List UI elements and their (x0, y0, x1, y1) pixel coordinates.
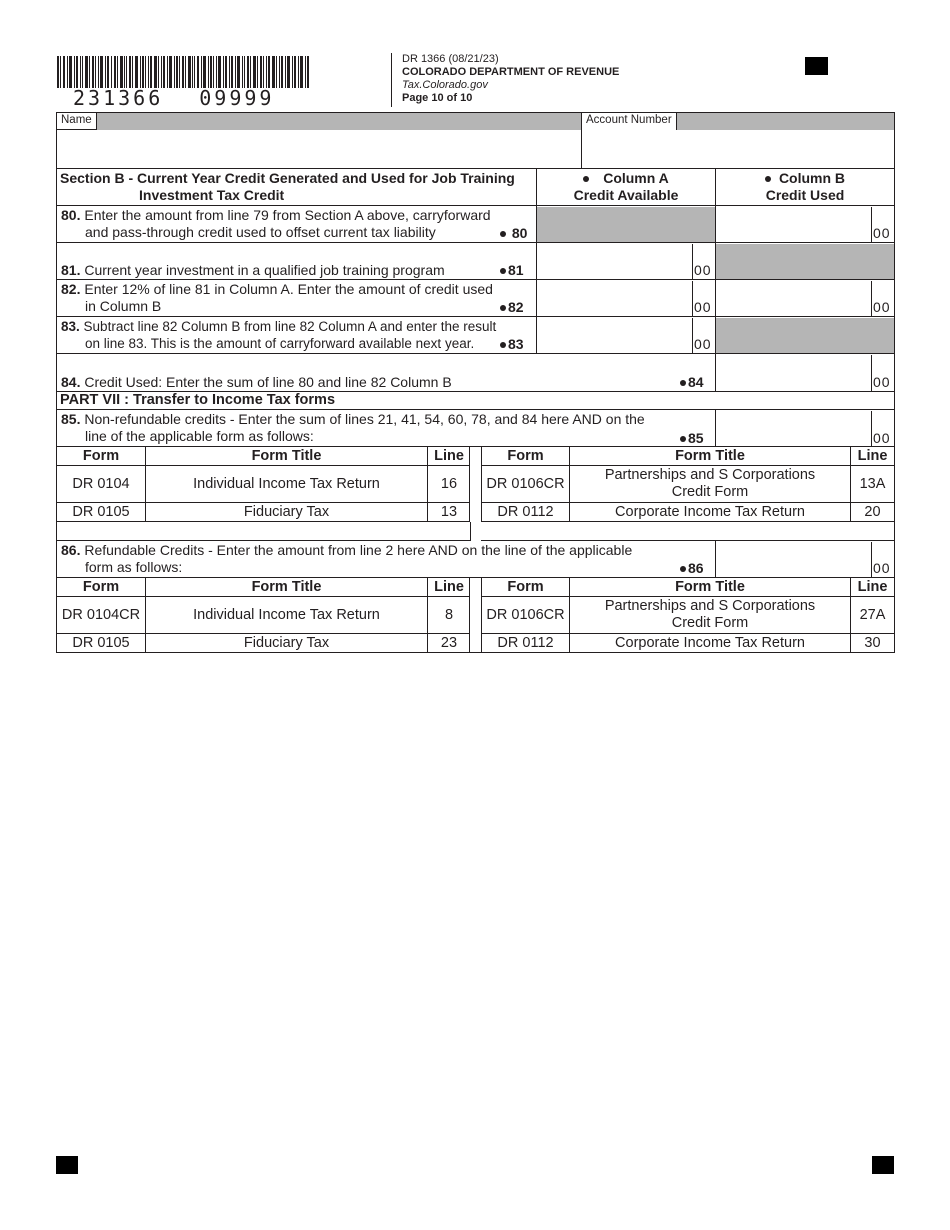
page-number: Page 10 of 10 (402, 92, 473, 104)
table-2-header-line-left: Line (434, 579, 464, 595)
column-b-title: Column B (778, 170, 846, 186)
name-label: Name (57, 113, 97, 130)
line-81-ref (500, 262, 524, 279)
table-1-bottom (57, 522, 470, 541)
line-85-text2: line of the applicable form as follows: (85, 428, 314, 444)
line-82-col-a-input[interactable] (537, 281, 692, 316)
line-85-number: 85. (61, 411, 81, 427)
line-80-text (61, 207, 491, 241)
line-86-input[interactable] (716, 542, 871, 578)
barcode (57, 56, 309, 88)
name-gray-bar (57, 113, 581, 130)
column-a-title: Column A (603, 170, 669, 186)
barcode-number-right: 09999 (199, 86, 275, 110)
table-row: 13A (859, 476, 886, 492)
line-81-text (61, 262, 445, 279)
section-b-title-line1: Section B - Current Year Credit Generated and Used for Job Training (60, 170, 515, 186)
line-80-text1: Enter the amount from line 79 from Section A above, carryforward (84, 207, 491, 223)
line-80-cents-divider (871, 207, 872, 242)
table-1-header-line-left: Line (434, 448, 464, 464)
bullet-icon (680, 566, 686, 572)
table-row: Fiduciary Tax (243, 504, 330, 520)
account-number-field[interactable] (582, 130, 894, 168)
line-80-cents: 00 (873, 225, 891, 241)
line-80-text2: and pass-through credit used to offset current tax liability (85, 224, 436, 240)
table-row: 23 (440, 635, 458, 651)
bullet-icon (500, 342, 506, 348)
table-cell-title2: Credit Form (671, 484, 749, 500)
line-86-cents: 00 (873, 560, 891, 576)
table-row: Fiduciary Tax (243, 635, 330, 651)
table-row: Individual Income Tax Return (193, 607, 380, 623)
line-84-cents: 00 (873, 374, 891, 390)
line-85-text (61, 411, 645, 445)
table-2-header-title-right: Form Title (675, 579, 745, 595)
line-82-col-a-cents: 00 (694, 299, 712, 315)
table-cell-title2: Credit Form (671, 615, 749, 631)
table-row (570, 467, 850, 501)
line-82-ref-label: 82 (508, 299, 524, 315)
line-85-cents: 00 (873, 430, 891, 446)
registration-mark-bottom-right (872, 1156, 894, 1174)
line-85-ref-label: 85 (688, 430, 704, 446)
line-83-text1: Subtract line 82 Column B from line 82 Column A and enter the result (83, 319, 497, 334)
line-86-text2: form as follows: (85, 559, 183, 575)
website: Tax.Colorado.gov (402, 79, 488, 91)
bullet-icon (583, 176, 589, 182)
table-row: 30 (864, 635, 881, 651)
table-row: 20 (864, 504, 881, 520)
line-82-text1: Enter 12% of line 81 in Column A. Enter the amount of credit used (84, 281, 493, 297)
line-83-text2: on line 83. This is the amount of carryforward available next year. (85, 336, 475, 351)
line-85-ref (680, 430, 704, 447)
bullet-icon (500, 268, 506, 274)
line-84-ref (680, 374, 704, 391)
column-a-subtitle: Credit Available (573, 187, 679, 203)
line-82-col-b-cents-divider (871, 281, 872, 316)
line-84-text (61, 374, 452, 391)
line-80-ref-label: 80 (511, 225, 528, 241)
line-83-cents-divider (692, 318, 693, 353)
line-86-ref (680, 560, 704, 577)
table-2 (57, 578, 894, 653)
line-85-text1: Non-refundable credits - Enter the sum of lines 21, 41, 54, 60, 78, and 84 here AND on the (84, 411, 645, 427)
name-field[interactable] (57, 130, 581, 168)
table-1-header-line-right: Line (857, 448, 888, 464)
form-id: DR 1366 (08/21/23) (402, 53, 499, 65)
table-2-header-line-right: Line (857, 579, 888, 595)
section-b-title-line2: Investment Tax Credit (139, 187, 285, 203)
line-83-cents: 00 (694, 336, 712, 352)
line-86-cents-divider (871, 542, 872, 578)
line-83-col-a-input[interactable] (537, 318, 692, 353)
part-vii-title: PART VII : Transfer to Income Tax forms (60, 392, 336, 408)
bullet-icon (500, 305, 506, 311)
table-row: DR 0105 (72, 635, 130, 651)
table-2-header-form-left: Form (82, 579, 120, 595)
line-80-ref (500, 225, 527, 242)
bullet-icon (680, 380, 686, 386)
table-row: Corporate Income Tax Return (615, 635, 805, 651)
table-row: 27A (859, 607, 886, 623)
table-1-header-form-right: Form (507, 448, 544, 464)
line-86-text (61, 542, 632, 576)
line-81-cents-divider (692, 244, 693, 279)
line-81-ref-label: 81 (508, 262, 524, 278)
line-82-text2: in Column B (85, 298, 162, 314)
line-86-number: 86. (61, 542, 81, 558)
line-82-col-b-input[interactable] (716, 281, 871, 316)
column-a-header (537, 170, 715, 204)
line-85-input[interactable] (716, 411, 871, 447)
table-row: 8 (444, 607, 454, 623)
table-row: DR 0106CR (486, 476, 565, 492)
table-1-header-form-left: Form (82, 448, 120, 464)
table-cell-title1: Partnerships and S Corporations (604, 467, 816, 483)
table-row: 16 (440, 476, 458, 492)
line-81-cents: 00 (694, 262, 712, 278)
table-row: DR 0104CR (61, 607, 141, 623)
line-81-col-a-input[interactable] (537, 244, 692, 279)
line-80-col-b-input[interactable] (716, 207, 871, 242)
line-81-col-b-shaded (716, 244, 894, 279)
table-row: DR 0106CR (486, 607, 565, 623)
table-row: DR 0104 (72, 476, 130, 492)
table-row: DR 0112 (497, 504, 554, 520)
table-1-header-title-left: Form Title (251, 448, 322, 464)
line-82-text (61, 281, 493, 315)
table-2-header-form-right: Form (507, 579, 544, 595)
line-83-ref (500, 336, 524, 353)
line-80-col-a-shaded (537, 207, 715, 242)
table-row: Corporate Income Tax Return (615, 504, 805, 520)
form-header (391, 53, 619, 107)
table-row: DR 0112 (497, 635, 554, 651)
account-number-label: Account Number (582, 113, 677, 130)
section-b-title (60, 170, 515, 204)
line-82-col-a-cents-divider (692, 281, 693, 316)
line-85-cents-divider (871, 411, 872, 447)
table-row (570, 598, 850, 632)
line-84-col-b-input[interactable] (716, 355, 871, 391)
line-83-number: 83. (61, 319, 80, 334)
registration-mark-bottom-left (56, 1156, 78, 1174)
barcode-number (73, 87, 274, 109)
line-83-col-b-shaded (716, 318, 894, 353)
table-row: 13 (440, 504, 458, 520)
line-84-text-label: Credit Used: Enter the sum of line 80 and line 82 Column B (84, 374, 452, 390)
department-name: COLORADO DEPARTMENT OF REVENUE (402, 66, 620, 78)
table-1-header-title-right: Form Title (675, 448, 745, 464)
bullet-icon (680, 436, 686, 442)
registration-mark-top-right (805, 57, 828, 75)
line-83-ref-label: 83 (508, 336, 524, 352)
line-84-ref-label: 84 (688, 374, 704, 390)
table-row: Individual Income Tax Return (193, 476, 380, 492)
table-cell-title1: Partnerships and S Corporations (604, 598, 816, 614)
bullet-icon (500, 231, 506, 237)
barcode-number-left: 231366 (73, 86, 164, 110)
table-1-bottom-right (481, 522, 894, 541)
table-2-header-title-left: Form Title (251, 579, 322, 595)
line-84-number: 84. (61, 374, 81, 390)
line-81-text-label: Current year investment in a qualified job training program (84, 262, 445, 278)
column-b-subtitle: Credit Used (765, 187, 845, 203)
line-82-ref (500, 299, 524, 316)
column-b-header (716, 170, 894, 204)
line-83-text (61, 318, 496, 352)
bullet-icon (765, 176, 771, 182)
line-86-text1: Refundable Credits - Enter the amount from line 2 here AND on the line of the applicable (84, 542, 633, 558)
line-82-number: 82. (61, 281, 81, 297)
line-86-ref-label: 86 (688, 560, 704, 576)
line-84-cents-divider (871, 355, 872, 391)
line-80-number: 80. (61, 207, 81, 223)
line-81-number: 81. (61, 262, 81, 278)
line-82-col-b-cents: 00 (873, 299, 891, 315)
table-row: DR 0105 (72, 504, 130, 520)
